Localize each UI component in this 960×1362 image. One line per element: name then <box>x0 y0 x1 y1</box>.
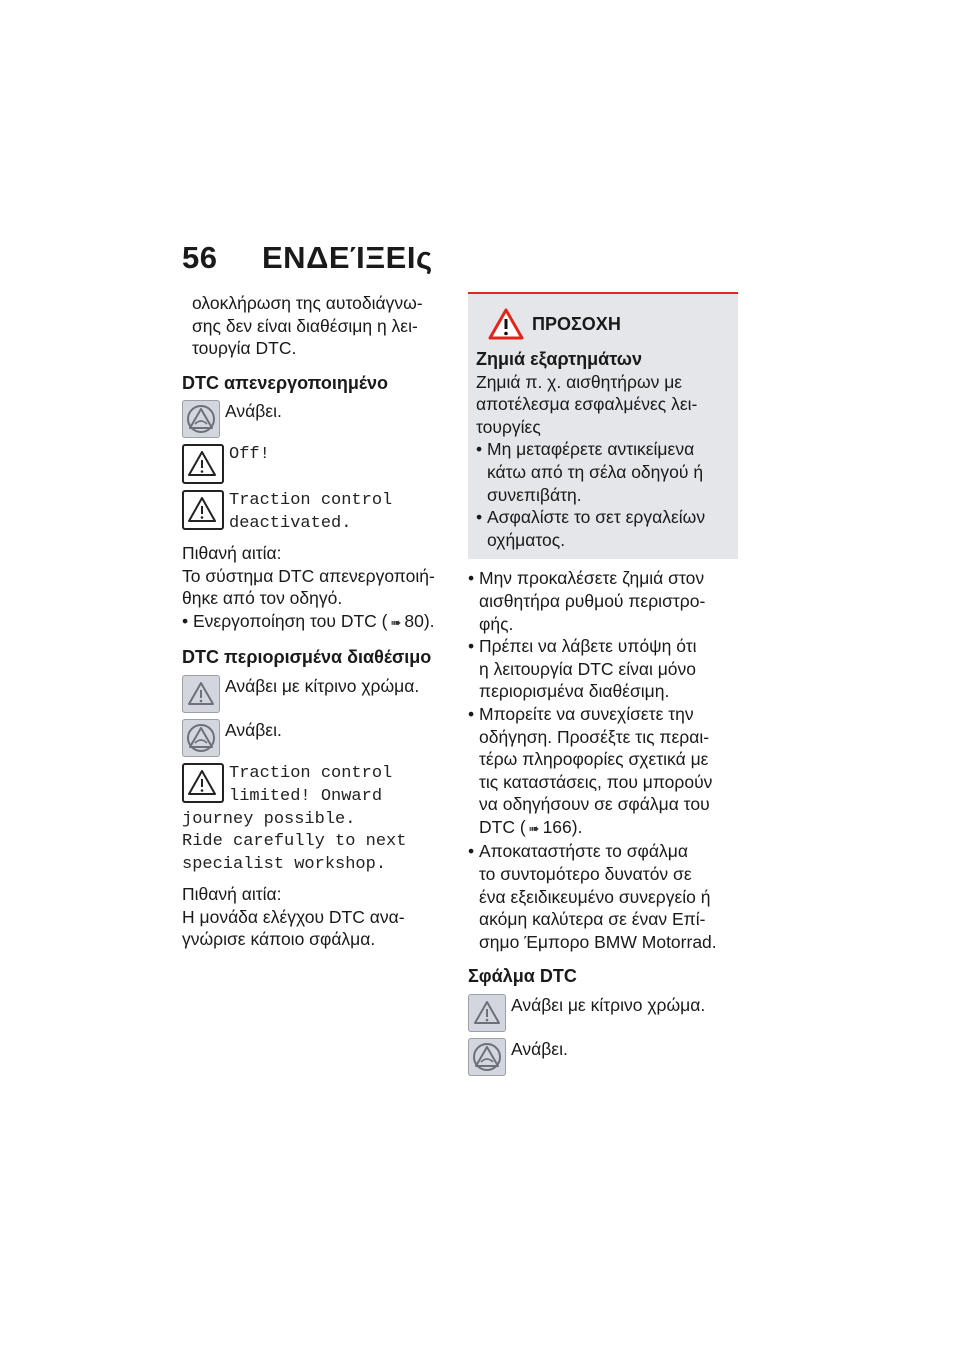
display-row <box>182 444 454 484</box>
advice-list <box>468 567 738 953</box>
display-message <box>229 763 392 809</box>
page-reference-arrow-icon: ➠ <box>528 820 540 836</box>
display-line: Traction control <box>229 491 393 511</box>
indicator-text: Ανάβει. <box>511 1039 568 1060</box>
dtc-indicator-icon <box>182 675 220 713</box>
dtc-indicator-icon <box>468 1038 506 1076</box>
dtc-indicator-icon <box>182 400 220 438</box>
cause-line: γνώρισε κάποιο σφάλμα. <box>182 929 376 950</box>
display-line: limited! Onward <box>229 786 383 806</box>
indicator-text: Ανάβει. <box>225 719 282 740</box>
caution-line: τουργίες <box>476 416 541 437</box>
intro-line: σης δεν είναι διαθέσιμη η λει- <box>192 315 418 336</box>
indicator-row <box>468 1038 738 1076</box>
display-line: deactivated. <box>229 514 352 534</box>
cause-line: Η μονάδα ελέγχου DTC ανα- <box>182 906 405 927</box>
page-reference-link[interactable]: 166). <box>542 816 583 837</box>
page-reference-link[interactable]: 80). <box>404 610 435 631</box>
display-row <box>182 490 454 536</box>
section-heading-dtc-off: DTC απενεργοποιημένο <box>182 372 388 393</box>
indicator-row <box>182 675 454 713</box>
list-item: • Ασφαλίστε το σετ εργαλείων οχήματος. <box>476 506 730 551</box>
display-line: specialist workshop. <box>182 855 387 875</box>
intro-line: τουργία DTC. <box>192 338 297 359</box>
dtc-indicator-icon <box>182 719 220 757</box>
caution-box <box>468 292 738 559</box>
list-item: • Μην προκαλέσετε ζημιά στον αισθητήρα ρυθμού περιστρο- φής. <box>468 567 738 635</box>
intro-line: ολοκλήρωση της αυτοδιάγνω- <box>192 293 423 313</box>
page-title: ΕΝΔΕΊΞΕΙς <box>262 240 433 275</box>
warning-triangle-icon <box>182 763 224 803</box>
page-number: 56 <box>182 240 218 275</box>
intro-text <box>182 292 454 360</box>
list-item: • Μη μεταφέρετε αντικείμενα κάτω από τη σέλα οδηγού ή συνεπιβάτη. <box>476 438 730 506</box>
right-column <box>468 292 738 1076</box>
caution-label: ΠΡΟΣΟΧΗ <box>532 313 621 334</box>
display-line: Traction control <box>229 763 393 783</box>
caution-title: Ζημιά εξαρτημάτων <box>476 349 642 369</box>
cause-line: Το σύστημα DTC απενεργοποιή- <box>182 565 435 586</box>
indicator-row <box>468 994 738 1032</box>
warning-triangle-icon <box>182 490 224 530</box>
caution-list <box>476 438 730 551</box>
display-line: Ride carefully to next <box>182 832 407 852</box>
list-item: • Μπορείτε να συνεχίσετε την οδήγηση. Προσέξτε τις περαι- τέρω πληροφορίες σχετικά με τις καταστάσεις, που μπορούν να οδηγήσουν σε σφάλμα του DTC ( ➠ 166). <box>468 703 738 841</box>
section-heading-dtc-fault: Σφάλμα DTC <box>468 966 577 987</box>
indicator-row <box>182 400 454 438</box>
display-row <box>182 763 454 809</box>
indicator-text: Ανάβει. <box>225 401 282 422</box>
dtc-indicator-icon <box>468 994 506 1032</box>
indicator-row <box>182 719 454 757</box>
display-message: Off! <box>229 445 270 465</box>
section-heading-dtc-limited: DTC περιορισμένα διαθέσιμο <box>182 647 432 668</box>
display-message <box>229 490 392 536</box>
warning-triangle-icon <box>182 444 224 484</box>
list-item: • Ενεργοποίηση του DTC ( ➠ 80). <box>182 610 454 635</box>
cause-line: θηκε από τον οδηγό. <box>182 588 343 609</box>
display-message-continued <box>182 809 454 877</box>
left-column <box>182 292 454 951</box>
page-reference-arrow-icon: ➠ <box>390 614 402 630</box>
cause-label: Πιθανή αιτία: <box>182 542 282 563</box>
cause-block <box>182 883 454 951</box>
caution-line: Ζημιά π. χ. αισθητήρων με <box>476 371 683 392</box>
action-list <box>182 610 454 635</box>
caution-header <box>488 308 730 340</box>
caution-triangle-icon <box>488 308 524 340</box>
indicator-text: Ανάβει με κίτρινο χρώμα. <box>511 995 706 1016</box>
list-item: • Πρέπει να λάβετε υπόψη ότι η λειτουργία DTC είναι μόνο περιορισμένα διαθέσιμη. <box>468 635 738 703</box>
page-header <box>182 240 433 276</box>
cause-label: Πιθανή αιτία: <box>182 883 282 904</box>
list-item: • Αποκαταστήστε το σφάλμα το συντομότερο δυνατόν σε ένα εξειδικευμένο συνεργείο ή ακόμη καλύτερα σε έναν Επί- σημο Έμπορο BMW Motorrad. <box>468 840 738 953</box>
cause-block <box>182 542 454 634</box>
caution-line: αποτέλεσμα εσφαλμένες λει- <box>476 394 698 415</box>
display-line: journey possible. <box>182 809 356 829</box>
indicator-text: Ανάβει με κίτρινο χρώμα. <box>225 675 420 696</box>
